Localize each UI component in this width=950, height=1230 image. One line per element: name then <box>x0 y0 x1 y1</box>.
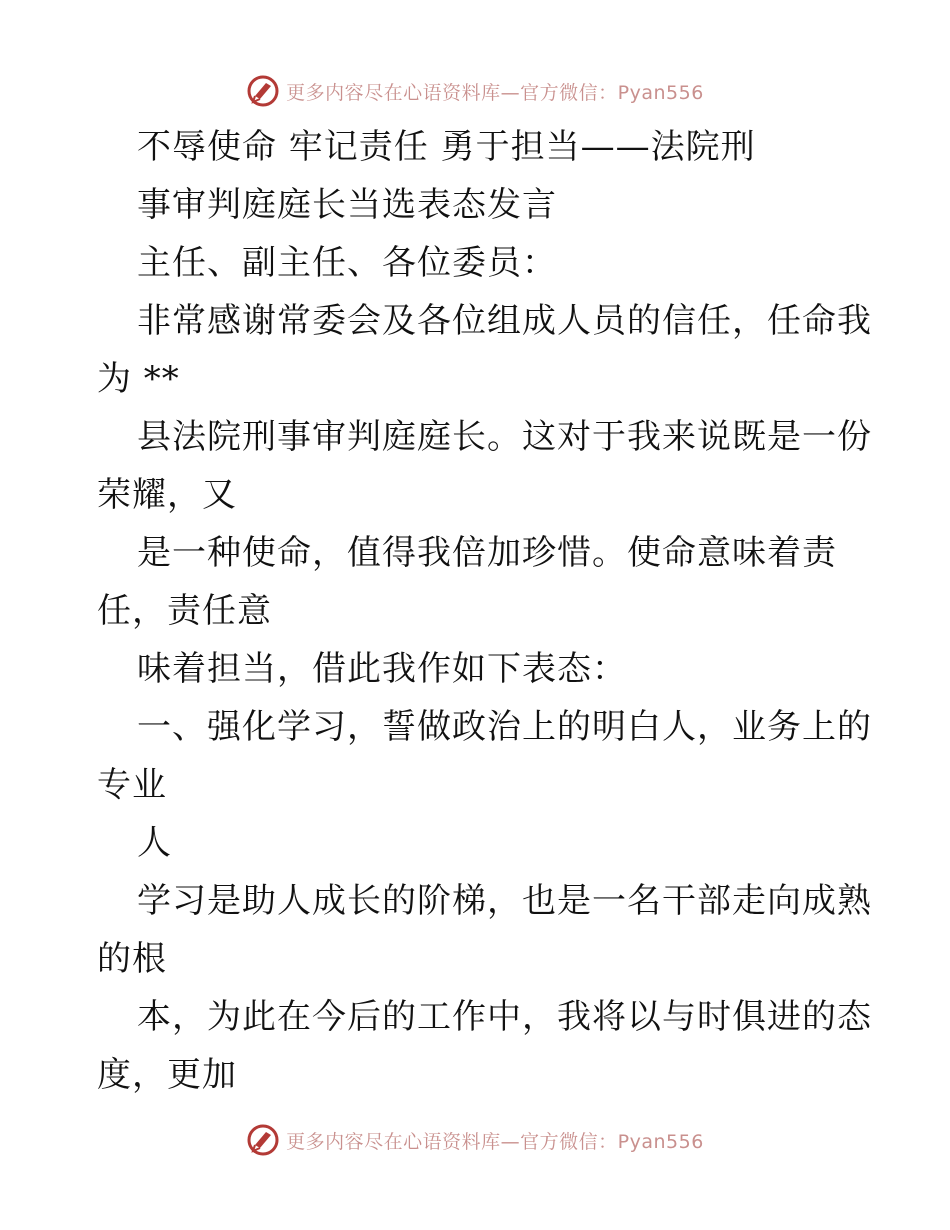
watermark-text: 更多内容尽在心语资料库—官方微信：Pyan556 <box>286 1130 704 1153</box>
text-line: 本，为此在今后的工作中，我将以与时俱进的态 <box>137 997 872 1037</box>
text-line: 非常感谢常委会及各位组成人员的信任，任命我 <box>137 301 872 341</box>
brand-logo-icon <box>246 74 280 108</box>
text-line: 学习是助人成长的阶梯，也是一名干部走向成熟 <box>137 881 872 921</box>
text-line: 人 <box>137 823 172 863</box>
text-line: 一、强化学习，誓做政治上的明白人，业务上的 <box>137 707 872 747</box>
text-line: 专业 <box>97 765 167 805</box>
document-body <box>97 118 872 1104</box>
text-line: 荣耀，又 <box>97 475 237 515</box>
text-line: 不辱使命 牢记责任 勇于担当——法院刑 <box>137 127 756 167</box>
text-line: 为 ** <box>97 359 180 399</box>
text-line: 是一种使命，值得我倍加珍惜。使命意味着责 <box>137 533 837 573</box>
header-watermark <box>0 71 950 111</box>
text-line: 味着担当，借此我作如下表态： <box>137 649 627 689</box>
watermark-text: 更多内容尽在心语资料库—官方微信：Pyan556 <box>286 81 704 104</box>
text-line: 主任、副主任、各位委员： <box>137 243 557 283</box>
text-line: 度，更加 <box>97 1055 237 1095</box>
text-line: 县法院刑事审判庭庭长。这对于我来说既是一份 <box>137 417 872 457</box>
brand-logo-icon <box>246 1123 280 1157</box>
text-line: 事审判庭庭长当选表态发言 <box>137 185 557 225</box>
footer-watermark <box>0 1120 950 1160</box>
text-line: 任，责任意 <box>97 591 272 631</box>
text-line: 的根 <box>97 939 167 979</box>
